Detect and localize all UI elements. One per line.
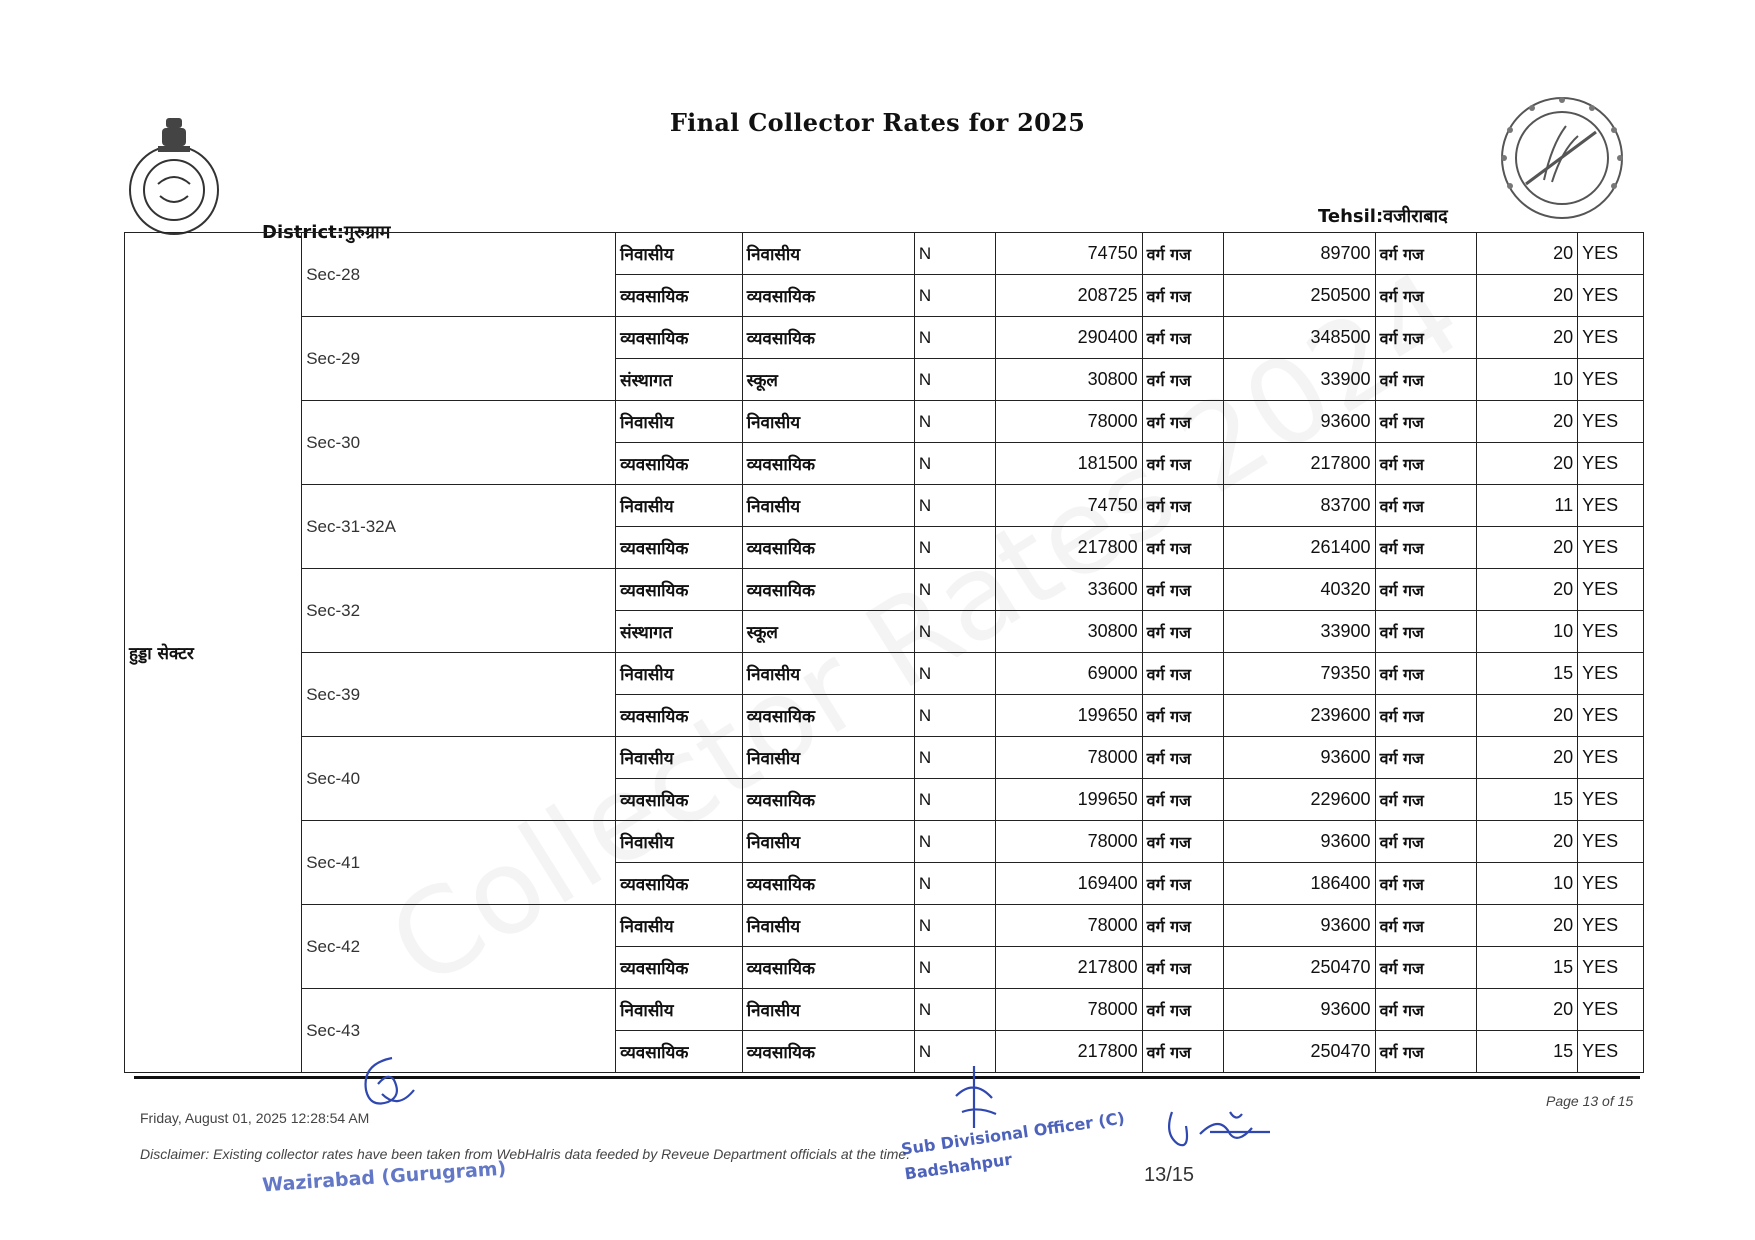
collector-rates-table	[124, 232, 1644, 1073]
existing-unit-cell: वर्ग गज	[1142, 695, 1223, 737]
flag-cell: N	[914, 569, 995, 611]
increase-percent-cell: 15	[1476, 653, 1577, 695]
existing-rate-cell: 208725	[995, 275, 1142, 317]
table-row	[125, 485, 1644, 527]
proposed-unit-cell: वर्ग गज	[1375, 947, 1476, 989]
proposed-unit-cell: वर्ग गज	[1375, 443, 1476, 485]
flag-cell: N	[914, 1031, 995, 1073]
zone-cell: हुड्डा सेक्टर	[125, 233, 302, 1073]
sdo-stamp-line2: Badshahpur	[903, 1149, 1014, 1184]
status-cell: YES	[1578, 233, 1644, 275]
page-title: Final Collector Rates for 2025	[669, 108, 1086, 137]
category-cell: निवासीय	[616, 821, 743, 863]
increase-percent-cell: 15	[1476, 779, 1577, 821]
table-row	[125, 569, 1644, 611]
proposed-rate-cell: 217800	[1223, 443, 1375, 485]
increase-percent-cell: 20	[1476, 989, 1577, 1031]
increase-percent-cell: 20	[1476, 737, 1577, 779]
existing-rate-cell: 30800	[995, 611, 1142, 653]
flag-cell: N	[914, 485, 995, 527]
existing-rate-cell: 30800	[995, 359, 1142, 401]
proposed-unit-cell: वर्ग गज	[1375, 779, 1476, 821]
category-cell: निवासीय	[616, 653, 743, 695]
existing-rate-cell: 199650	[995, 695, 1142, 737]
flag-cell: N	[914, 611, 995, 653]
flag-cell: N	[914, 233, 995, 275]
category-cell: निवासीय	[616, 989, 743, 1031]
category-cell: व्यवसायिक	[616, 947, 743, 989]
subcategory-cell: व्यवसायिक	[742, 779, 914, 821]
existing-rate-cell: 33600	[995, 569, 1142, 611]
status-cell: YES	[1578, 653, 1644, 695]
existing-unit-cell: वर्ग गज	[1142, 233, 1223, 275]
flag-cell: N	[914, 905, 995, 947]
existing-rate-cell: 78000	[995, 821, 1142, 863]
footer-page-label: Page 13 of 15	[1546, 1093, 1634, 1109]
existing-unit-cell: वर्ग गज	[1142, 821, 1223, 863]
proposed-unit-cell: वर्ग गज	[1375, 359, 1476, 401]
flag-cell: N	[914, 779, 995, 821]
existing-rate-cell: 181500	[995, 443, 1142, 485]
flag-cell: N	[914, 863, 995, 905]
footer-timestamp: Friday, August 01, 2025 12:28:54 AM	[140, 1110, 370, 1126]
proposed-unit-cell: वर्ग गज	[1375, 653, 1476, 695]
table-row	[125, 989, 1644, 1031]
status-cell: YES	[1578, 779, 1644, 821]
proposed-rate-cell: 348500	[1223, 317, 1375, 359]
subcategory-cell: व्यवसायिक	[742, 569, 914, 611]
status-cell: YES	[1578, 443, 1644, 485]
category-cell: व्यवसायिक	[616, 317, 743, 359]
existing-unit-cell: वर्ग गज	[1142, 611, 1223, 653]
flag-cell: N	[914, 275, 995, 317]
category-cell: निवासीय	[616, 233, 743, 275]
proposed-rate-cell: 186400	[1223, 863, 1375, 905]
sector-cell: Sec-32	[302, 569, 616, 653]
category-cell: निवासीय	[616, 485, 743, 527]
increase-percent-cell: 15	[1476, 947, 1577, 989]
status-cell: YES	[1578, 821, 1644, 863]
signature-mid-icon	[944, 1062, 1004, 1132]
status-cell: YES	[1578, 989, 1644, 1031]
sector-cell: Sec-42	[302, 905, 616, 989]
sector-cell: Sec-43	[302, 989, 616, 1073]
proposed-rate-cell: 93600	[1223, 905, 1375, 947]
status-cell: YES	[1578, 863, 1644, 905]
proposed-rate-cell: 229600	[1223, 779, 1375, 821]
wazirabad-stamp: Wazirabad (Gurugram)	[261, 1157, 507, 1197]
flag-cell: N	[914, 653, 995, 695]
status-cell: YES	[1578, 947, 1644, 989]
category-cell: व्यवसायिक	[616, 1031, 743, 1073]
proposed-rate-cell: 79350	[1223, 653, 1375, 695]
proposed-unit-cell: वर्ग गज	[1375, 863, 1476, 905]
existing-unit-cell: वर्ग गज	[1142, 779, 1223, 821]
existing-rate-cell: 78000	[995, 989, 1142, 1031]
existing-rate-cell: 74750	[995, 485, 1142, 527]
proposed-rate-cell: 93600	[1223, 989, 1375, 1031]
subcategory-cell: निवासीय	[742, 401, 914, 443]
status-cell: YES	[1578, 737, 1644, 779]
existing-unit-cell: वर्ग गज	[1142, 275, 1223, 317]
existing-rate-cell: 169400	[995, 863, 1142, 905]
increase-percent-cell: 20	[1476, 695, 1577, 737]
category-cell: व्यवसायिक	[616, 275, 743, 317]
flag-cell: N	[914, 737, 995, 779]
increase-percent-cell: 20	[1476, 821, 1577, 863]
existing-unit-cell: वर्ग गज	[1142, 443, 1223, 485]
increase-percent-cell: 10	[1476, 611, 1577, 653]
proposed-unit-cell: वर्ग गज	[1375, 695, 1476, 737]
subcategory-cell: व्यवसायिक	[742, 275, 914, 317]
existing-unit-cell: वर्ग गज	[1142, 527, 1223, 569]
subcategory-cell: व्यवसायिक	[742, 527, 914, 569]
status-cell: YES	[1578, 695, 1644, 737]
proposed-rate-cell: 40320	[1223, 569, 1375, 611]
category-cell: निवासीय	[616, 401, 743, 443]
category-cell: व्यवसायिक	[616, 527, 743, 569]
existing-rate-cell: 217800	[995, 1031, 1142, 1073]
existing-rate-cell: 74750	[995, 233, 1142, 275]
increase-percent-cell: 10	[1476, 863, 1577, 905]
flag-cell: N	[914, 317, 995, 359]
subcategory-cell: निवासीय	[742, 905, 914, 947]
status-cell: YES	[1578, 1031, 1644, 1073]
increase-percent-cell: 10	[1476, 359, 1577, 401]
sector-cell: Sec-28	[302, 233, 616, 317]
signature-right-icon	[1160, 1104, 1280, 1154]
flag-cell: N	[914, 695, 995, 737]
increase-percent-cell: 20	[1476, 233, 1577, 275]
existing-unit-cell: वर्ग गज	[1142, 737, 1223, 779]
category-cell: निवासीय	[616, 905, 743, 947]
status-cell: YES	[1578, 905, 1644, 947]
existing-unit-cell: वर्ग गज	[1142, 947, 1223, 989]
existing-unit-cell: वर्ग गज	[1142, 401, 1223, 443]
existing-rate-cell: 78000	[995, 401, 1142, 443]
table-row	[125, 233, 1644, 275]
subcategory-cell: स्कूल	[742, 359, 914, 401]
status-cell: YES	[1578, 611, 1644, 653]
proposed-rate-cell: 89700	[1223, 233, 1375, 275]
proposed-rate-cell: 33900	[1223, 359, 1375, 401]
table-row	[125, 317, 1644, 359]
table-row	[125, 653, 1644, 695]
existing-rate-cell: 78000	[995, 905, 1142, 947]
subcategory-cell: व्यवसायिक	[742, 317, 914, 359]
subcategory-cell: व्यवसायिक	[742, 695, 914, 737]
increase-percent-cell: 15	[1476, 1031, 1577, 1073]
subcategory-cell: व्यवसायिक	[742, 863, 914, 905]
category-cell: व्यवसायिक	[616, 779, 743, 821]
flag-cell: N	[914, 527, 995, 569]
sector-cell: Sec-39	[302, 653, 616, 737]
proposed-rate-cell: 93600	[1223, 401, 1375, 443]
proposed-unit-cell: वर्ग गज	[1375, 1031, 1476, 1073]
sdo-stamp	[900, 1107, 1130, 1187]
proposed-unit-cell: वर्ग गज	[1375, 737, 1476, 779]
status-cell: YES	[1578, 527, 1644, 569]
proposed-unit-cell: वर्ग गज	[1375, 401, 1476, 443]
existing-unit-cell: वर्ग गज	[1142, 1031, 1223, 1073]
category-cell: व्यवसायिक	[616, 695, 743, 737]
existing-rate-cell: 199650	[995, 779, 1142, 821]
signature-left-icon	[352, 1050, 422, 1120]
existing-unit-cell: वर्ग गज	[1142, 359, 1223, 401]
status-cell: YES	[1578, 401, 1644, 443]
existing-unit-cell: वर्ग गज	[1142, 989, 1223, 1031]
increase-percent-cell: 20	[1476, 569, 1577, 611]
subcategory-cell: व्यवसायिक	[742, 1031, 914, 1073]
subcategory-cell: निवासीय	[742, 989, 914, 1031]
status-cell: YES	[1578, 569, 1644, 611]
status-cell: YES	[1578, 317, 1644, 359]
table-row	[125, 401, 1644, 443]
subcategory-cell: व्यवसायिक	[742, 947, 914, 989]
proposed-unit-cell: वर्ग गज	[1375, 905, 1476, 947]
flag-cell: N	[914, 947, 995, 989]
proposed-unit-cell: वर्ग गज	[1375, 569, 1476, 611]
existing-unit-cell: वर्ग गज	[1142, 653, 1223, 695]
proposed-unit-cell: वर्ग गज	[1375, 527, 1476, 569]
category-cell: व्यवसायिक	[616, 863, 743, 905]
existing-rate-cell: 217800	[995, 947, 1142, 989]
increase-percent-cell: 20	[1476, 275, 1577, 317]
increase-percent-cell: 20	[1476, 317, 1577, 359]
proposed-unit-cell: वर्ग गज	[1375, 233, 1476, 275]
existing-rate-cell: 217800	[995, 527, 1142, 569]
status-cell: YES	[1578, 275, 1644, 317]
footer-page-number: 13/15	[1144, 1164, 1195, 1186]
proposed-unit-cell: वर्ग गज	[1375, 275, 1476, 317]
proposed-rate-cell: 93600	[1223, 821, 1375, 863]
proposed-rate-cell: 250500	[1223, 275, 1375, 317]
existing-rate-cell: 78000	[995, 737, 1142, 779]
increase-percent-cell: 20	[1476, 443, 1577, 485]
proposed-unit-cell: वर्ग गज	[1375, 821, 1476, 863]
table-row	[125, 905, 1644, 947]
footer-disclaimer: Disclaimer: Existing collector rates have been taken from WebHalris data feeded by Reveue Department officials at the time.	[140, 1146, 911, 1162]
increase-percent-cell: 20	[1476, 401, 1577, 443]
category-cell: व्यवसायिक	[616, 443, 743, 485]
proposed-unit-cell: वर्ग गज	[1375, 485, 1476, 527]
subcategory-cell: स्कूल	[742, 611, 914, 653]
flag-cell: N	[914, 443, 995, 485]
flag-cell: N	[914, 359, 995, 401]
proposed-rate-cell: 250470	[1223, 947, 1375, 989]
proposed-unit-cell: वर्ग गज	[1375, 611, 1476, 653]
existing-unit-cell: वर्ग गज	[1142, 485, 1223, 527]
sdo-stamp-line1: Sub Divisional Officer (C)	[899, 1108, 1126, 1159]
increase-percent-cell: 11	[1476, 485, 1577, 527]
subcategory-cell: निवासीय	[742, 485, 914, 527]
proposed-rate-cell: 261400	[1223, 527, 1375, 569]
subcategory-cell: व्यवसायिक	[742, 443, 914, 485]
subcategory-cell: निवासीय	[742, 737, 914, 779]
existing-unit-cell: वर्ग गज	[1142, 317, 1223, 359]
category-cell: व्यवसायिक	[616, 569, 743, 611]
category-cell: संस्थागत	[616, 611, 743, 653]
sector-cell: Sec-30	[302, 401, 616, 485]
subcategory-cell: निवासीय	[742, 821, 914, 863]
category-cell: संस्थागत	[616, 359, 743, 401]
proposed-rate-cell: 83700	[1223, 485, 1375, 527]
district-label: District:गुरुग्राम	[262, 222, 391, 243]
proposed-rate-cell: 33900	[1223, 611, 1375, 653]
existing-rate-cell: 290400	[995, 317, 1142, 359]
proposed-unit-cell: वर्ग गज	[1375, 317, 1476, 359]
status-cell: YES	[1578, 485, 1644, 527]
sector-cell: Sec-40	[302, 737, 616, 821]
proposed-unit-cell: वर्ग गज	[1375, 989, 1476, 1031]
existing-rate-cell: 69000	[995, 653, 1142, 695]
increase-percent-cell: 20	[1476, 527, 1577, 569]
proposed-rate-cell: 93600	[1223, 737, 1375, 779]
existing-unit-cell: वर्ग गज	[1142, 905, 1223, 947]
category-cell: निवासीय	[616, 737, 743, 779]
subcategory-cell: निवासीय	[742, 233, 914, 275]
flag-cell: N	[914, 401, 995, 443]
tehsil-label: Tehsil:वजीराबाद	[1318, 206, 1448, 227]
proposed-rate-cell: 250470	[1223, 1031, 1375, 1073]
sector-cell: Sec-29	[302, 317, 616, 401]
flag-cell: N	[914, 989, 995, 1031]
flag-cell: N	[914, 821, 995, 863]
proposed-rate-cell: 239600	[1223, 695, 1375, 737]
status-cell: YES	[1578, 359, 1644, 401]
table-row	[125, 737, 1644, 779]
existing-unit-cell: वर्ग गज	[1142, 569, 1223, 611]
existing-unit-cell: वर्ग गज	[1142, 863, 1223, 905]
increase-percent-cell: 20	[1476, 905, 1577, 947]
subcategory-cell: निवासीय	[742, 653, 914, 695]
sector-cell: Sec-31-32A	[302, 485, 616, 569]
sector-cell: Sec-41	[302, 821, 616, 905]
table-row	[125, 821, 1644, 863]
